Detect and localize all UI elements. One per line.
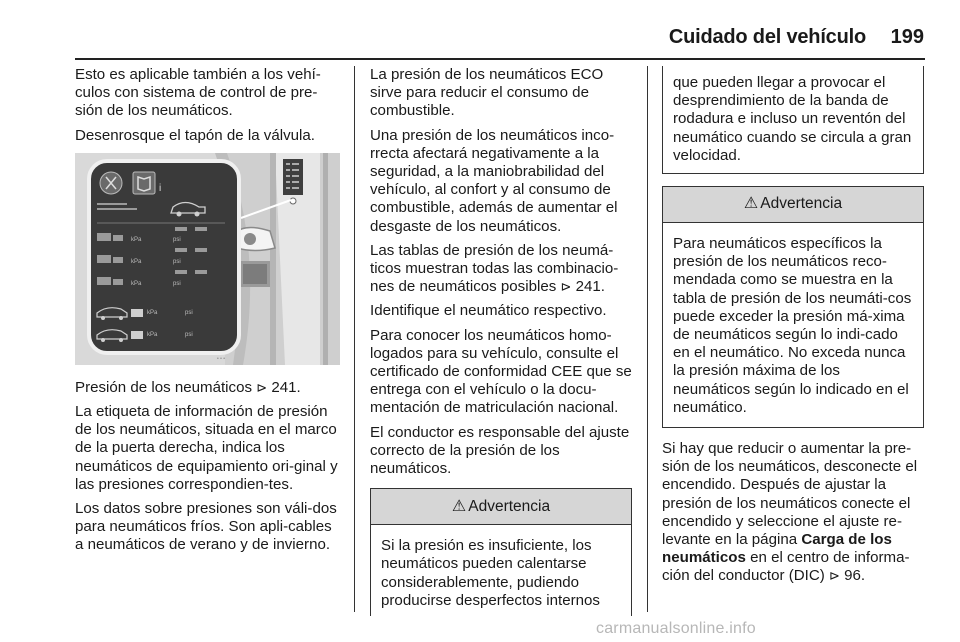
header-rule	[75, 58, 925, 60]
warning-icon: ⚠	[743, 195, 759, 213]
warning-box	[370, 488, 632, 616]
unit-label: kPa	[147, 331, 158, 338]
page-header-title: Cuidado del vehículo	[668, 26, 866, 48]
page-number: 199	[890, 26, 924, 48]
paragraph: Los datos sobre presiones son váli-dos para neumáticos fríos. Son apli-cables a neumáticos de verano y de invierno.	[75, 500, 337, 554]
unit-label: kPa	[131, 280, 142, 287]
warning-header	[371, 489, 631, 525]
watermark: carmanualsonline.info	[596, 620, 756, 637]
warning-icon: ⚠	[451, 497, 467, 515]
page-reference: 241.	[575, 278, 605, 296]
page-reference: 96.	[844, 567, 866, 585]
warning-body: Para neumáticos específicos la presión de los neumáticos reco-mendada como se muestra en la tabla de presión de los neumáti-cos puede exceder la presión má-xima de neumáticos según lo indi-cado en el neumático. No exceda nunca la presión máxima de los neumáticos según lo indicado en el neumático.	[673, 235, 912, 416]
column-divider-2	[647, 66, 648, 612]
page-reference: 241.	[271, 378, 301, 396]
figure-code: • • •	[216, 355, 225, 362]
paragraph: Para conocer los neumáticos homo-logados para su vehículo, consulte el certificado de conformidad CEE que se entrega con el vehículo o la docu-mentación de matriculación nacional.	[370, 326, 632, 417]
paragraph: Desenrosque el tapón de la válvula.	[75, 126, 315, 144]
paragraph: La presión de los neumáticos ECO sirve para reducir el consumo de combustible.	[370, 66, 604, 120]
paragraph: Las tablas de presión de los neumá-ticos muestran todas las combinacio-nes de neumáticos posibles ⊳ 241.	[370, 241, 619, 296]
paragraph: Presión de los neumáticos ⊳ 241.	[75, 378, 301, 396]
unit-label: kPa	[147, 309, 158, 316]
column-3	[662, 68, 924, 592]
unit-label: psi	[185, 331, 193, 338]
tire-pressure-label-figure	[75, 153, 340, 365]
unit-label: psi	[185, 309, 193, 316]
paragraph: La etiqueta de información de presión de los neumáticos, situada en el marco de la puerta derecha, indica los neumáticos de equipamiento ori-ginal y las presiones correspondien-tes.	[75, 403, 338, 493]
column-1	[75, 66, 340, 561]
paragraph: El conductor es responsable del ajuste correcto de la presión de los neumáticos.	[370, 423, 630, 478]
paragraph: Si hay que reducir o aumentar la pre-sión de los neumáticos, desconecte el encendido. Después de ajustar la presión de los neumáticos conecte el encendido y seleccione el ajuste re-levante en la página Carga de los neumáticos en el centro de informa-ción del conductor (DIC) ⊳ 96.	[662, 440, 918, 585]
unit-label: psi	[173, 280, 181, 287]
unit-label: psi	[173, 236, 181, 243]
column-divider-1	[354, 66, 355, 612]
warning-header	[663, 187, 923, 223]
warning-body: Si la presión es insuficiente, los neumáticos pueden calentarse considerablemente, pudiendo producirse desperfectos internos	[381, 537, 600, 609]
unit-label: kPa	[131, 236, 142, 243]
cross-reference-icon: ⊳	[828, 568, 840, 584]
paragraph: Esto es aplicable también a los vehí-culos con sistema de control de pre-sión de los neumáticos.	[75, 66, 321, 120]
paragraph: Una presión de los neumáticos inco-rrecta afectará negativamente a la seguridad, a la maniobrabilidad del vehículo, al confort y al consumo de combustible, además de aumentar el desgaste de los neumáticos.	[370, 126, 618, 235]
cross-reference-icon: ⊳	[560, 279, 572, 295]
cross-reference-icon: ⊳	[256, 379, 268, 395]
column-2	[370, 66, 632, 616]
unit-label: psi	[173, 258, 181, 265]
warning-title: Advertencia	[760, 195, 843, 213]
paragraph: Identifique el neumático respectivo.	[370, 302, 607, 320]
svg-text:i: i	[159, 182, 162, 194]
warning-title: Advertencia	[468, 497, 551, 515]
unit-label: kPa	[131, 258, 142, 265]
warning-box	[662, 186, 924, 428]
warning-box-continued: que pueden llegar a provocar el desprendimiento de la banda de rodadura e incluso un reventón del neumático cuando se circula a gran velocidad.	[662, 66, 924, 174]
menu-setting-name: Carga de los neumáticos	[662, 531, 892, 567]
